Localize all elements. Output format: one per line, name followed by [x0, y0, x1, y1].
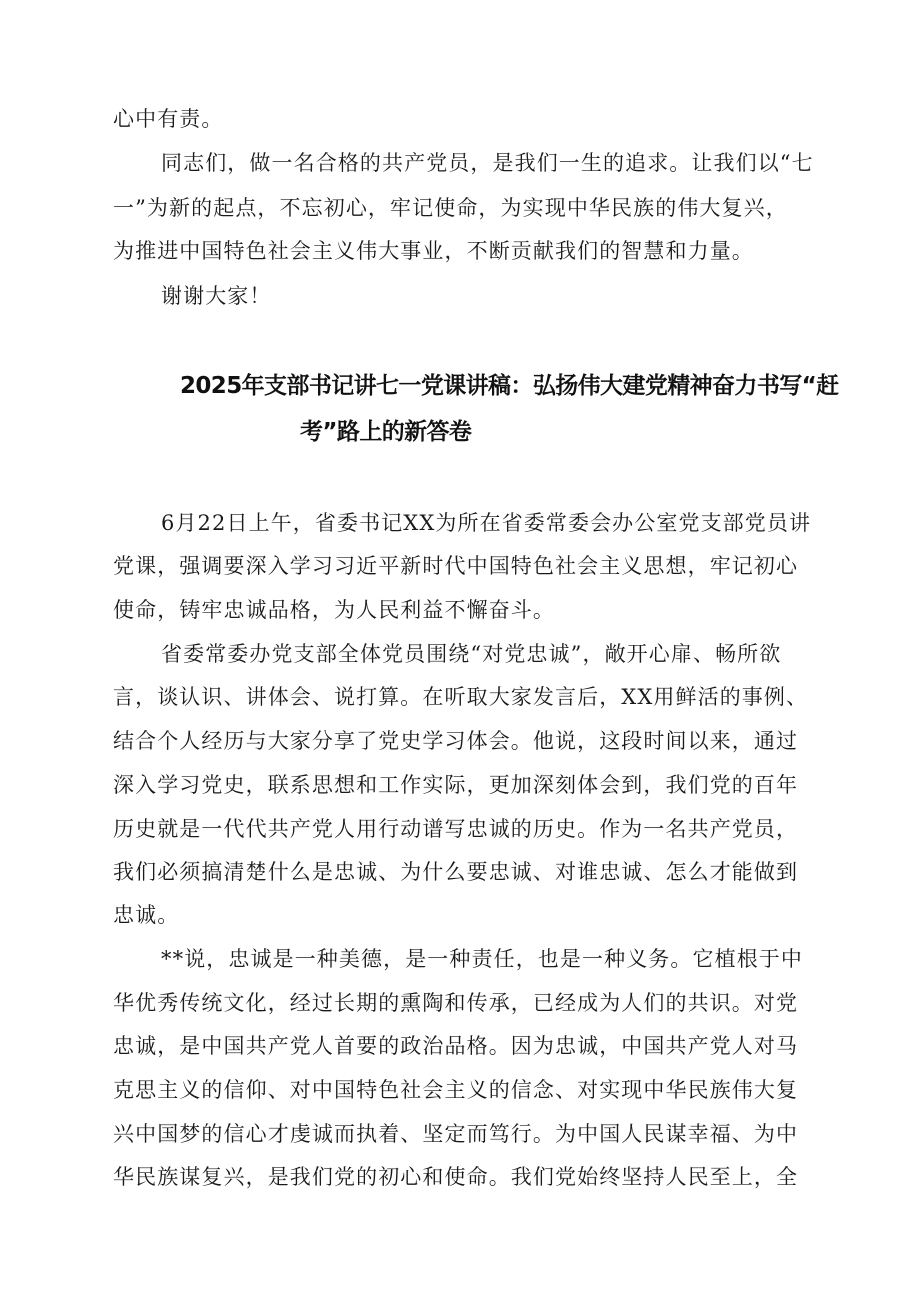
text-line: 结合个人经历与大家分享了党史学习体会。他说，这段时间以来，通过 [113, 729, 799, 753]
text-line: 一”为新的起点，不忘初心，牢记使命，为实现中华民族的伟大复兴， [113, 196, 788, 220]
article-title-line-1: 2025年支部书记讲七一党课讲稿：弘扬伟大建党精神奋力书写“赶 [180, 373, 839, 399]
text-line: 言，谈认识、讲体会、说打算。在听取大家发言后，XX用鲜活的事例、 [113, 685, 809, 709]
text-line: 我们必须搞清楚什么是忠诚、为什么要忠诚、对谁忠诚、怎么才能做到 [113, 860, 799, 884]
text-line: 忠诚，是中国共产党人首要的政治品格。因为忠诚，中国共产党人对马 [113, 1034, 799, 1058]
text-line: 华优秀传统文化，经过长期的熏陶和传承，已经成为人们的共识。对党 [113, 991, 799, 1015]
text-line: 历史就是一代代共产党人用行动谱写忠诚的历史。作为一名共产党员， [113, 817, 799, 841]
paragraph-start-line: 省委常委办党支部全体党员围绕“对党忠诚”，敞开心扉、畅所欲 [161, 642, 782, 666]
text-line: 为推进中国特色社会主义伟大事业，不断贡献我们的智慧和力量。 [113, 239, 754, 263]
text-line: 心中有责。 [113, 107, 224, 131]
text-line: 党课，强调要深入学习习近平新时代中国特色社会主义思想，牢记初心 [113, 554, 799, 578]
article-title-line-2: 考”路上的新答卷 [300, 419, 472, 445]
text-line: 深入学习党史，联系思想和工作实际，更加深刻体会到，我们党的百年 [113, 773, 799, 797]
text-line: 使命，铸牢忠诚品格，为人民利益不懈奋斗。 [113, 598, 555, 622]
paragraph-start-line: 6月22日上午，省委书记XX为所在省委常委会办公室党支部党员讲 [161, 511, 812, 535]
paragraph-start-line: 同志们，做一名合格的共产党员，是我们一生的追求。让我们以“七 [161, 151, 814, 175]
text-line: 忠诚。 [113, 903, 180, 927]
closing-line: 谢谢大家！ [161, 284, 272, 308]
paragraph-start-line: **说，忠诚是一种美德，是一种责任，也是一种义务。它植根于中 [161, 947, 803, 971]
text-line: 华民族谋复兴，是我们党的初心和使命。我们党始终坚持人民至上，全 [113, 1165, 799, 1189]
text-line: 兴中国梦的信心才虔诚而执着、坚定而笃行。为中国人民谋幸福、为中 [113, 1122, 799, 1146]
text-line: 克思主义的信仰、对中国特色社会主义的信念、对实现中华民族伟大复 [113, 1078, 799, 1102]
